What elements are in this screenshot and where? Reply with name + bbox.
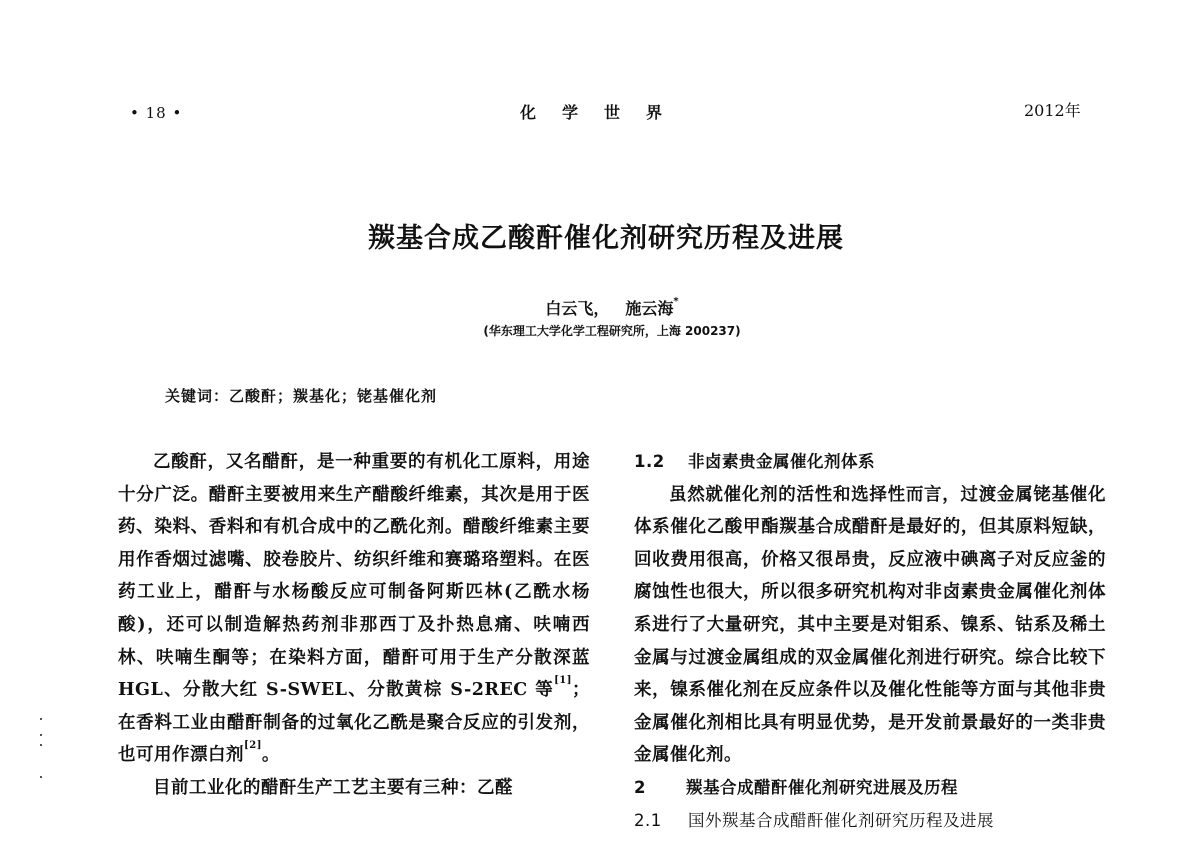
paragraph-end: 。: [261, 745, 280, 766]
section-heading-2: [634, 772, 1106, 805]
journal-name: 化学世界: [520, 103, 689, 122]
author-line: [0, 296, 1200, 319]
section-title: 国外羰基合成醋酐催化剂研究历程及进展: [688, 810, 994, 830]
intro-paragraph: [118, 446, 590, 772]
non-halogen-paragraph: 虽然就催化剂的活性和选择性而言，过渡金属铑基催化体系催化乙酸甲酯羰基合成醋酐是最好的，但其原料短缺，回收费用很高，价格又很昂贵，反应液中碘离子对反应釜的腐蚀性也很大，所以很多研究机构对非卤素贵金属催化剂体系进行了大量研究，其中主要是对钼系、镍系、钴系及稀土金属与过渡金属组成的双金属催化剂进行研究。综合比较下来，镍系催化剂在反应条件以及催化性能等方面与其他非贵金属催化剂相比具有明显优势，是开发前景最好的一类非贵金属催化剂。: [634, 484, 1106, 766]
paragraph-text: 乙酸酐，又名醋酐，是一种重要的有机化工原料，用途十分广泛。醋酐主要被用来生产醋酸纤维素，其次是用于医药、染料、香料和有机合成中的乙酰化剂。醋酸纤维素主要用作香烟过滤嘴、胶卷胶片、纺织纤维和赛璐珞塑料。在医药工业上，醋酐与水杨酸反应可制备阿斯匹林(乙酰水杨酸)，还可以制造解热药剂非那西丁及扑热息痛、呋喃西林、呋喃生酮等；在染料方面，醋酐可用于生产分散深蓝HGL、分散大红 S-SWEL、分散黄棕 S-2REC 等: [118, 452, 590, 701]
running-header: [0, 96, 1200, 126]
right-column: [634, 446, 1106, 837]
affiliation: (华东理工大学化学工程研究所，上海 200237): [483, 324, 741, 338]
section-heading-2-1: [634, 805, 1106, 838]
author-first: 白云飞，: [545, 299, 610, 318]
section-title: 非卤素贵金属催化剂体系: [688, 452, 875, 471]
page-number: • 18 •: [130, 104, 183, 122]
author-second: 施云海: [625, 299, 674, 318]
section-heading-1-2: [634, 446, 1106, 479]
publication-year: 2012年: [1024, 101, 1081, 120]
section-number: 1.2: [634, 452, 665, 471]
left-column: [118, 446, 590, 805]
citation-1: [1]: [554, 675, 572, 687]
citation-2: [2]: [244, 740, 262, 752]
keywords: 关键词：乙酸酐；羰基化；铑基催化剂: [165, 387, 438, 405]
process-paragraph: 目前工业化的醋酐生产工艺主要有三种：乙醛: [153, 777, 513, 798]
corresponding-author-mark: *: [673, 296, 679, 307]
section-number: 2: [634, 777, 646, 797]
paragraph-text-cont: ；在香料工业由醋酐制备的过氧化乙酰是聚合反应的引发剂，也可用作漂白剂: [118, 680, 590, 766]
section-title: 羰基合成醋酐催化剂研究进展及历程: [686, 777, 958, 797]
section-number: 2.1: [634, 810, 662, 830]
article-title: 羰基合成乙酸酐催化剂研究历程及进展: [368, 223, 844, 254]
scan-margin-marks: [40, 718, 46, 788]
